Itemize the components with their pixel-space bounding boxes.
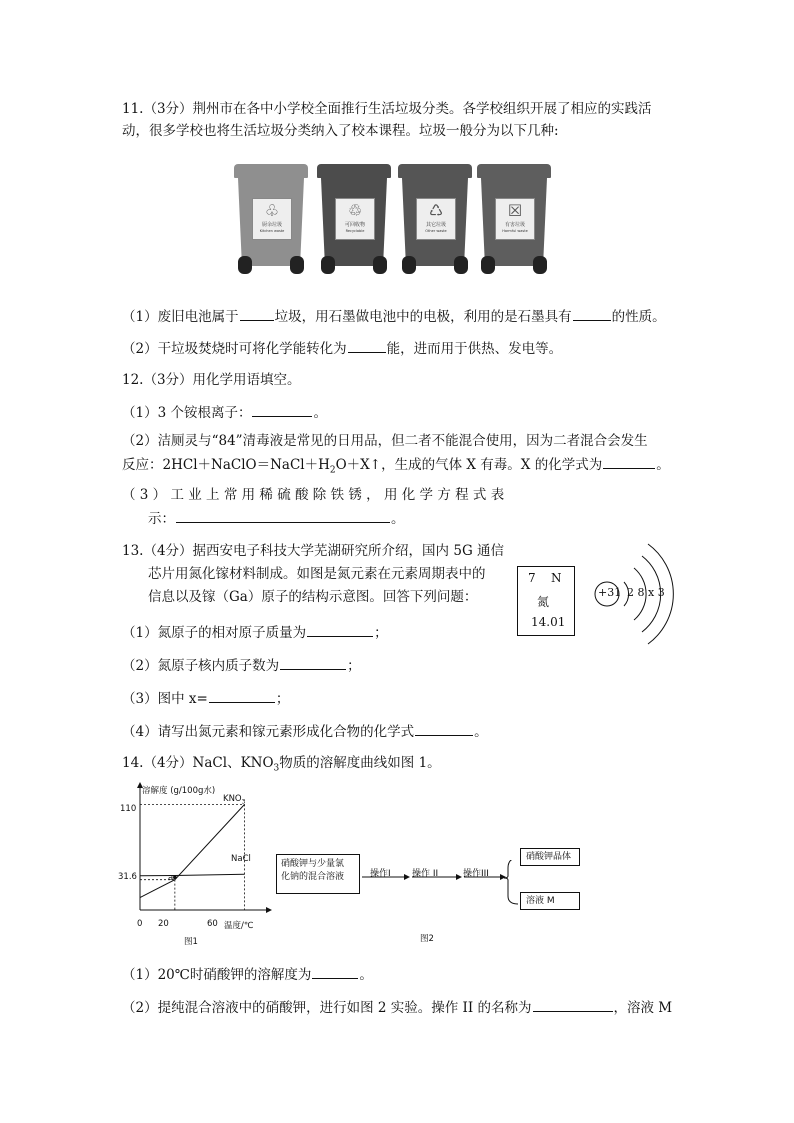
nucleus-charge: +31 — [598, 586, 622, 599]
answer-blank[interactable] — [415, 721, 473, 736]
q13-intro-line1: 13.（4分）据西安电子科技大学芜湖研究所介绍，国内 5G 通信 — [122, 543, 505, 559]
q13-part4: （4）请写出氮元素和镓元素形成化合物的化学式 。 — [122, 721, 488, 741]
q14-intro: 14.（4分）NaCl、$KNO_3$物质的溶解度曲线如图 1。 — [122, 755, 441, 774]
kitchen-waste-bin — [234, 164, 308, 276]
nacl-curve — [140, 874, 245, 876]
bin-label-en: Kitchen waste — [259, 229, 285, 233]
kno3-curve — [140, 804, 245, 897]
q13-part3: （3）图中 x= ； — [122, 688, 289, 708]
element-symbol: N — [551, 571, 562, 585]
y-tick-label: 31.6 — [118, 872, 137, 882]
operation-1-label: 操作I — [370, 869, 391, 879]
solution-m-box: 溶液 M — [520, 892, 580, 910]
bin-label-cn: 有害垃圾 — [504, 222, 525, 228]
q12-part3-line2: 示： 。 — [148, 508, 405, 528]
kitchen-waste-icon: ♧ — [264, 201, 280, 220]
q12-part2-line2: 反应：$2HCl+NaClO=NaCl+H_2O+X↑$，生成的气体 X 有毒。X 的化学式为 。 — [122, 454, 670, 480]
recycle-icon: ♲ — [347, 201, 363, 220]
intersection-point-label: a — [168, 873, 174, 883]
operation-2-label: 操作 II — [412, 869, 439, 879]
y-tick-label: 110 — [120, 804, 137, 814]
bin-label-cn: 厨余垃圾 — [261, 222, 282, 228]
x-tick-label: 20 — [158, 919, 169, 929]
bin-label-cn: 其它垃圾 — [425, 222, 446, 228]
intersection-point — [173, 876, 177, 880]
electron-shells: 2 8 x 3 — [627, 586, 665, 599]
kno3-series-label: $KNO_3$ — [223, 794, 246, 806]
x-tick-label: 0 — [137, 919, 143, 929]
answer-blank[interactable] — [280, 655, 346, 670]
element-name: 氮 — [537, 595, 550, 609]
q12-part1: （1）3 个铵根离子： 。 — [122, 402, 327, 422]
harmful-waste-icon: ☒ — [507, 201, 523, 220]
q13-intro-line3: 信息以及镓（Ga）原子的结构示意图。回答下列问题： — [148, 589, 478, 605]
answer-blank[interactable] — [533, 997, 613, 1012]
q13-part1: （1）氮原子的相对原子质量为 ； — [122, 622, 388, 642]
answer-blank[interactable] — [176, 508, 390, 523]
bin-label-cn: 可回收物 — [344, 222, 365, 228]
q13-intro-line2: 芯片用氮化镓材料制成。如图是氮元素在元素周期表中的 — [148, 566, 486, 582]
q12-part2-line1: （2）洁厕灵与“84”清毒液是常见的日用品，但二者不能混合使用，因为二者混合会发生 — [122, 433, 648, 449]
chart-xlabel: 温度/℃ — [224, 921, 254, 931]
answer-blank[interactable] — [209, 688, 275, 703]
bin-label-en: Recyclable — [345, 229, 365, 233]
nacl-series-label: NaCl — [231, 854, 251, 864]
q14-part2: （2）提纯混合溶液中的硝酸钾，进行如图 2 实验。操作 II 的名称为 ，溶液 M — [122, 997, 672, 1017]
other-waste-icon: ♺ — [428, 201, 444, 220]
answer-blank[interactable] — [603, 454, 655, 469]
answer-blank[interactable] — [348, 338, 386, 353]
answer-blank[interactable] — [240, 306, 274, 321]
atomic-mass: 14.01 — [531, 615, 566, 629]
recyclable-bin — [317, 164, 391, 276]
bin-label-en: Other waste — [425, 229, 447, 233]
answer-blank[interactable] — [252, 402, 312, 417]
q11-part1: （1）废旧电池属于 垃圾，用石墨做电池中的电极，利用的是石墨具有 的性质。 — [122, 306, 666, 326]
kno3-crystal-box: 硝酸钾晶体 — [520, 848, 580, 866]
q13-part2: （2）氮原子核内质子数为 ； — [122, 655, 361, 675]
q12-part3-line1: （ 3 ） 工 业 上 常 用 稀 硫 酸 除 铁 锈 ， 用 化 学 方 程 式 表 — [122, 487, 505, 503]
chart-ylabel: 溶解度 (g/100g水) — [142, 786, 216, 796]
answer-blank[interactable] — [307, 622, 373, 637]
q12-title: 12.（3分）用化学用语填空。 — [122, 372, 301, 388]
periodic-element-box — [517, 566, 575, 636]
answer-blank[interactable] — [312, 964, 358, 979]
harmful-waste-bin — [477, 164, 551, 276]
atomic-number: 7 — [528, 571, 536, 585]
x-axis-arrow — [266, 907, 272, 913]
q14-part1: （1）20℃时硝酸钾的溶解度为 。 — [122, 964, 373, 984]
other-waste-bin — [398, 164, 472, 276]
q11-part2: （2）干垃圾焚烧时可将化学能转化为 能，进而用于供热、发电等。 — [122, 338, 562, 358]
mixed-solution-box: 硝酸钾与少量氯 化钠的混合溶液 — [276, 854, 360, 894]
answer-blank[interactable] — [573, 306, 611, 321]
figure2-caption: 图2 — [420, 934, 434, 944]
q11-intro-line2: 动，很多学校也将生活垃圾分类纳入了校本课程。垃圾一般分为以下几种: — [122, 123, 559, 139]
figure1-caption: 图1 — [184, 937, 198, 947]
q11-intro-line1: 11.（3分）荆州市在各中小学校全面推行生活垃圾分类。各学校组织开展了相应的实践活 — [122, 101, 652, 117]
operation-3-label: 操作III — [463, 869, 489, 879]
x-tick-label: 60 — [207, 919, 218, 929]
bin-label-en: Harmful waste — [502, 229, 528, 233]
